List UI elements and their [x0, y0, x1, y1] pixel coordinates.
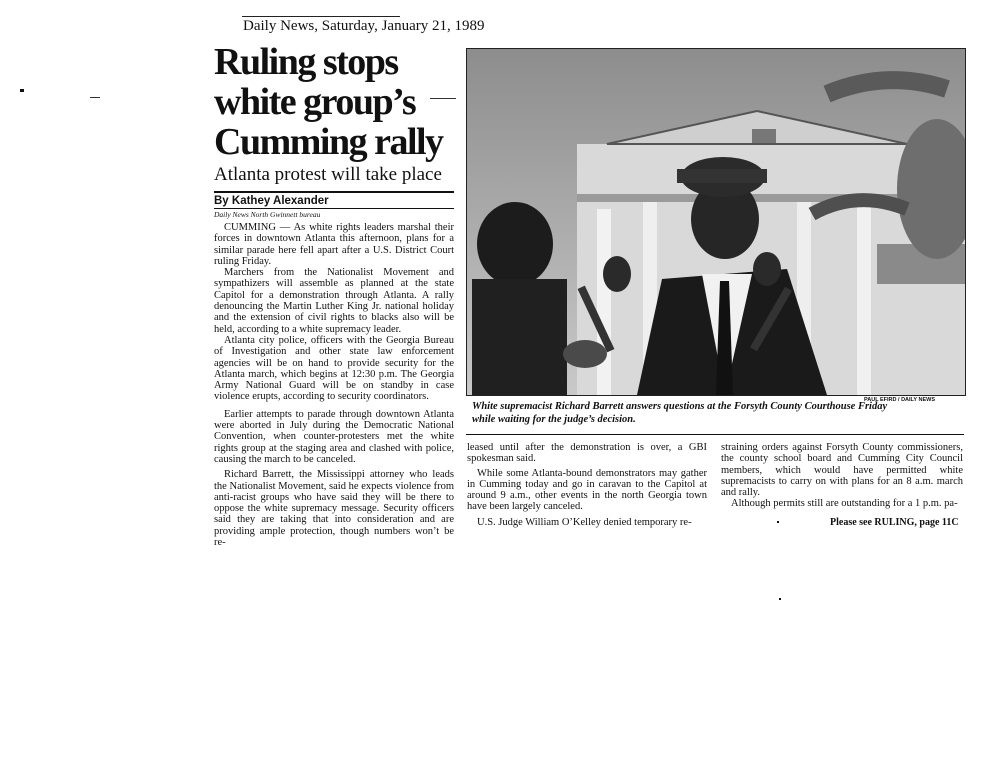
photo-caption: White supremacist Richard Barrett answers questions at the Forsyth County Courthouse Friday while waiting for the judge’s decision.: [472, 401, 888, 425]
article-column-2: [467, 442, 707, 528]
headline-line-2: white group’s: [214, 81, 416, 123]
byline: By Kathey Alexander: [214, 195, 329, 207]
article-column-1: [214, 222, 454, 548]
article-column-3: [721, 442, 963, 510]
dateline-rule: [242, 16, 400, 17]
paragraph: Richard Barrett, the Mississippi attorney who leads the Nationalist Movement, said he expects violence from anti-racist groups who have said they will be there to oppose the white supremacy message. Security officers said they are taking that into consideration and are providing ample protection, though numbers won’t be re-: [214, 469, 454, 549]
headline-line-3: Cumming rally: [214, 121, 443, 163]
paragraph: Earlier attempts to parade through downtown Atlanta were aborted in July during the Democratic National Convention, when counter-protesters met the white rights group at the staging area and clashed with police, causing the march to be canceled.: [214, 408, 454, 465]
scan-speck: [779, 598, 781, 600]
bureau-line: Daily News North Gwinnett bureau: [214, 210, 321, 219]
scan-speck: [777, 521, 779, 523]
paragraph: Atlanta city police, officers with the Georgia Bureau of Investigation and other state law enforcement agencies will be on hand to provide security for the Atlanta march, which begins at 12:30 p.m. The Georgia Army National Guard will be on standby in case violence erupts, according to security coordinators.: [214, 334, 454, 403]
scan-mark: [90, 97, 100, 98]
headline: [214, 42, 464, 162]
deck-subheadline: Atlanta protest will take place: [214, 164, 442, 185]
scan-mark: [430, 98, 456, 99]
jump-line: Please see RULING, page 11C: [830, 517, 959, 528]
paragraph: leased until after the demonstration is over, a GBI spokesman said.: [467, 442, 707, 465]
paragraph: While some Atlanta-bound demonstrators may gather in Cumming today and go in caravan to the Capitol at around 9 a.m., other events in the north Georgia town have been largely canceled.: [467, 467, 707, 513]
paragraph: straining orders against Forsyth County commissioners, the county school board and Cumming City Council members, which would have permitted white supremacists to carry on with plans for an 8 a.m. march and rally.: [721, 442, 963, 499]
headline-line-1: Ruling stops: [214, 41, 398, 83]
caption-rule: [466, 434, 964, 435]
byline-rule-bottom: [214, 208, 454, 209]
paragraph: Although permits still are outstanding for a 1 p.m. pa-: [731, 498, 958, 510]
paragraph: Marchers from the Nationalist Movement and sympathizers will assemble as planned at the state Capitol for a demonstration through Atlanta. A rally denouncing the Martin Luther King Jr. national holiday and the extension of civil rights to blacks also will be held, according to a white supremacy leader.: [214, 267, 454, 335]
paragraph: U.S. Judge William O’Kelley denied temporary re-: [477, 516, 692, 528]
dateline: Daily News, Saturday, January 21, 1989: [243, 18, 485, 34]
byline-rule-top: [214, 191, 454, 193]
photo-credit: PAUL EFIRD / DAILY NEWS: [864, 397, 936, 403]
news-photo: [466, 48, 966, 396]
paragraph: CUMMING — As white rights leaders marshal their forces in downtown Atlanta this afternoon, plans for a similar parade here fell apart after a U.S. District Court ruling Friday.: [214, 222, 454, 267]
scan-speck: [20, 89, 24, 92]
